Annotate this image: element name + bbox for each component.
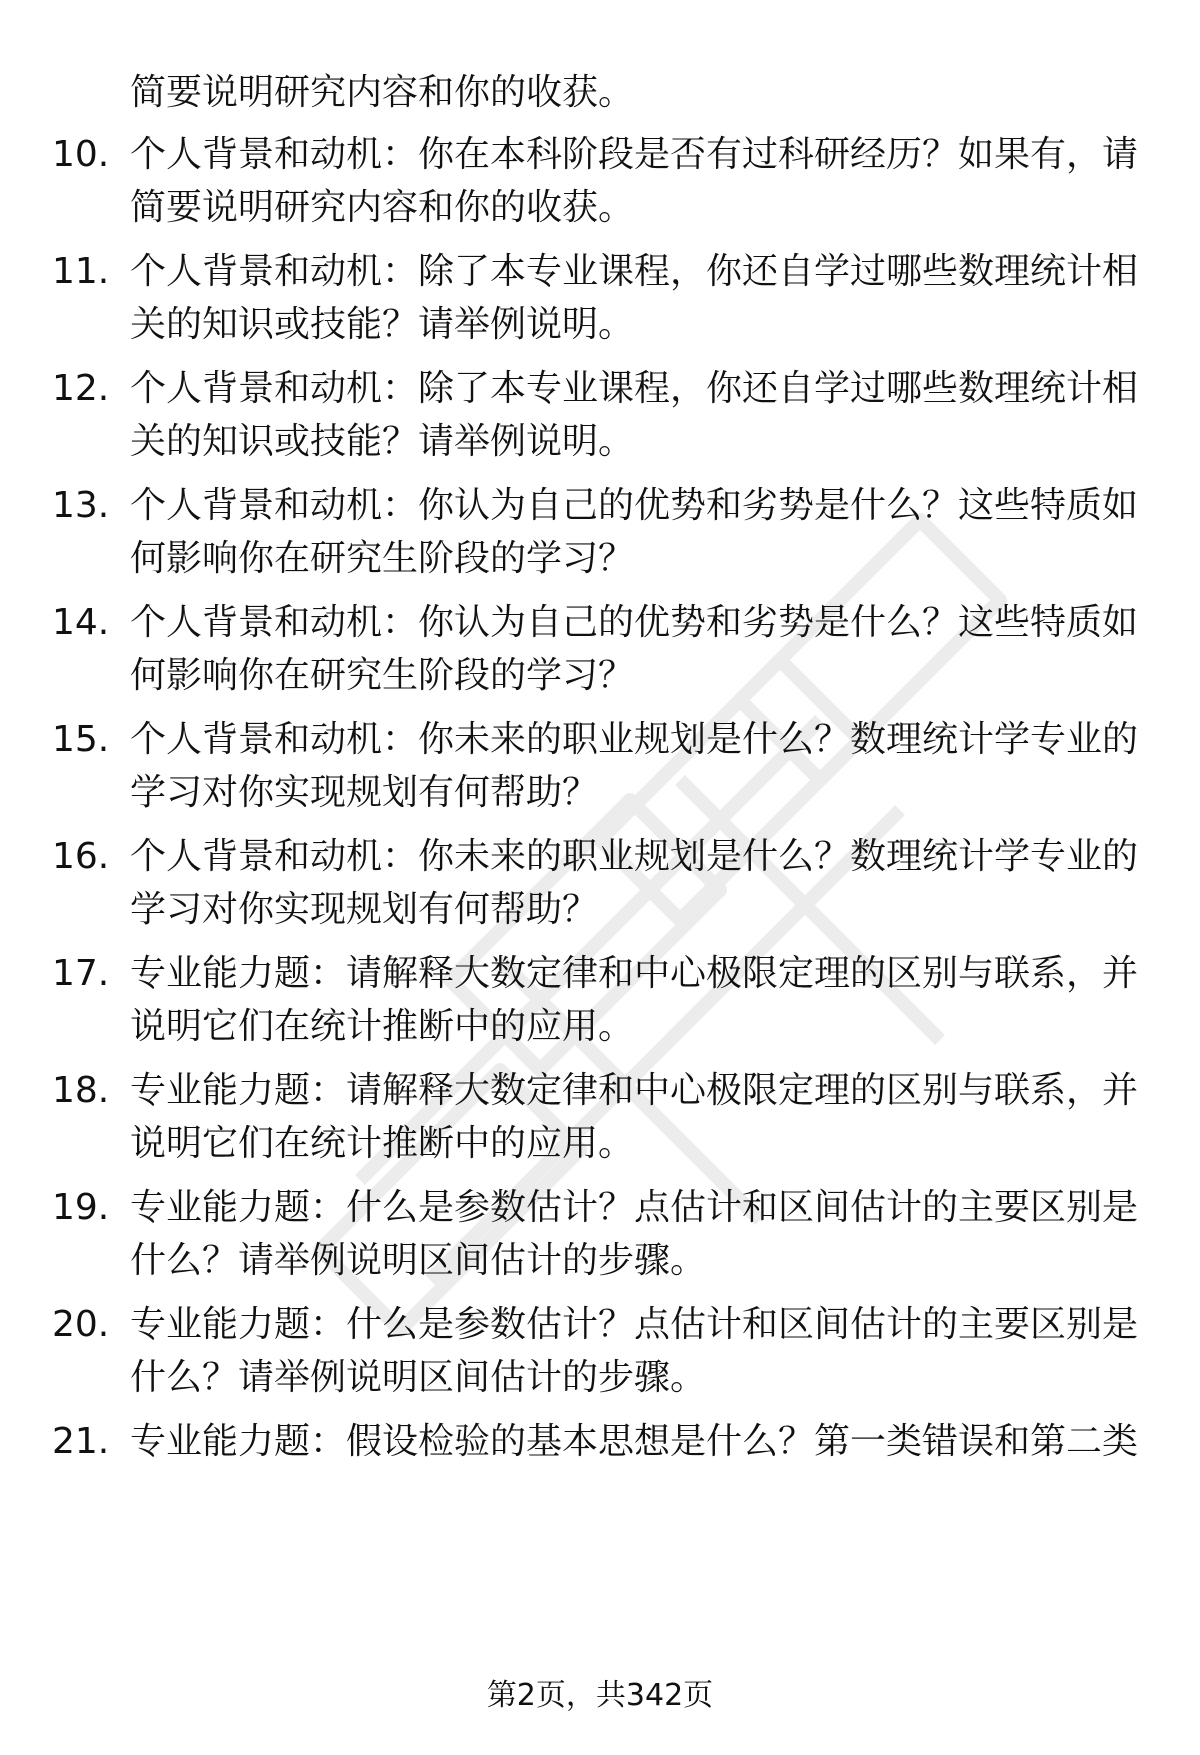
item-line-1: 个人背景和动机：你在本科阶段是否有过科研经历？如果有，请 [130, 134, 1139, 175]
item-number: 13. [52, 485, 110, 526]
item-line-1: 专业能力题：什么是参数估计？点估计和区间估计的主要区别是 [130, 1187, 1139, 1228]
item-line-2: 何影响你在研究生阶段的学习？ [130, 655, 635, 696]
item-number: 16. [52, 836, 110, 877]
item-line-2: 说明它们在统计推断中的应用。 [130, 1123, 635, 1164]
item-line-2: 学习对你实现规划有何帮助？ [130, 889, 599, 930]
item-line-1: 个人背景和动机：除了本专业课程，你还自学过哪些数理统计相 [130, 251, 1139, 292]
item-number: 14. [52, 602, 110, 643]
item-line-1: 个人背景和动机：你认为自己的优势和劣势是什么？这些特质如 [130, 602, 1139, 643]
page-footer: 第2页，共342页 [486, 1678, 714, 1713]
item-line-2: 什么？请举例说明区间估计的步骤。 [130, 1240, 707, 1281]
item-line-1: 个人背景和动机：你未来的职业规划是什么？数理统计学专业的 [130, 719, 1139, 760]
item-number: 21. [52, 1421, 110, 1462]
item-line-1: 个人背景和动机：你认为自己的优势和劣势是什么？这些特质如 [130, 485, 1139, 526]
item-number: 17. [52, 953, 110, 994]
item-line-2: 学习对你实现规划有何帮助？ [130, 772, 599, 813]
item-number: 11. [52, 251, 110, 292]
item-line-2: 什么？请举例说明区间估计的步骤。 [130, 1357, 707, 1398]
item-number: 20. [52, 1304, 110, 1345]
item-number: 15. [52, 719, 110, 760]
item-line-1: 专业能力题：什么是参数估计？点估计和区间估计的主要区别是 [130, 1304, 1139, 1345]
item-line-1: 专业能力题：请解释大数定律和中心极限定理的区别与联系，并 [130, 1070, 1139, 1111]
item-number: 19. [52, 1187, 110, 1228]
item-line-1: 个人背景和动机：你未来的职业规划是什么？数理统计学专业的 [130, 836, 1139, 877]
item-line-2: 关的知识或技能？请举例说明。 [130, 304, 635, 345]
item-line-1: 简要说明研究内容和你的收获。 [130, 72, 635, 113]
item-number: 10. [52, 134, 110, 175]
item-line-2: 说明它们在统计推断中的应用。 [130, 1006, 635, 1047]
item-line-2: 何影响你在研究生阶段的学习？ [130, 538, 635, 579]
item-line-2: 关的知识或技能？请举例说明。 [130, 421, 635, 462]
item-number: 18. [52, 1070, 110, 1111]
item-line-1: 专业能力题：假设检验的基本思想是什么？第一类错误和第二类 [130, 1421, 1139, 1462]
item-line-2: 简要说明研究内容和你的收获。 [130, 187, 635, 228]
item-line-1: 专业能力题：请解释大数定律和中心极限定理的区别与联系，并 [130, 953, 1139, 994]
item-line-1: 个人背景和动机：除了本专业课程，你还自学过哪些数理统计相 [130, 368, 1139, 409]
item-number: 12. [52, 368, 110, 409]
